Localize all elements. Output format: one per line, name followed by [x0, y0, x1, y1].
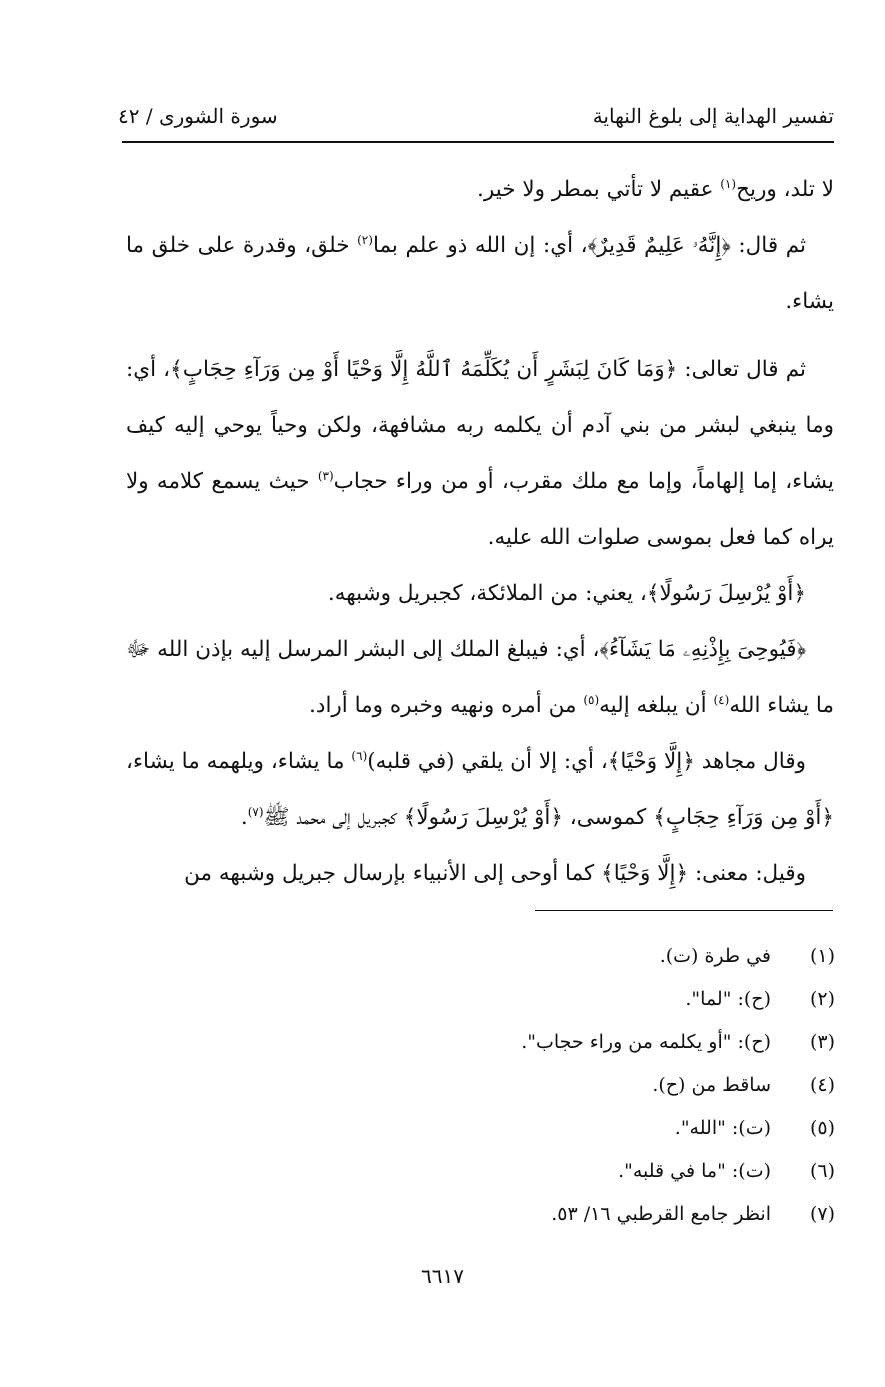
quran-quote: ﴿أَوْ يُرْسِلَ رَسُولًا﴾: [646, 581, 806, 606]
header-divider: [122, 141, 834, 143]
body-text: [126, 162, 834, 902]
text-run: وقال مجاهد: [694, 749, 806, 774]
page-number: ٦٦١٧: [421, 1264, 464, 1288]
footnote: [155, 935, 835, 978]
footnote: [155, 1193, 835, 1236]
text-run: ، أي: إن الله ذو علم بما: [372, 233, 588, 258]
footnote: [155, 978, 835, 1021]
footnote-reference: (٢): [357, 232, 373, 247]
surah-reference: سورة الشورى / ٤٢: [118, 104, 278, 128]
paragraph: [126, 734, 834, 846]
footnote-text: انظر جامع القرطبي ١٦/ ٥٣.: [551, 1203, 771, 1225]
text-run: ما يشاء، ويلهمه ما يشاء،: [126, 749, 352, 774]
paragraph: [126, 566, 834, 622]
text-run: كما أوحى إلى الأنبياء بإرسال جبريل وشبهه من: [184, 861, 602, 886]
text-run: كموسى،: [562, 805, 654, 830]
paragraph: [126, 162, 834, 218]
quran-quote: ﴿إِلَّا وَحْيًا﴾: [607, 749, 695, 774]
footnotes: [155, 935, 835, 1236]
footnote-text: (ت): "الله".: [674, 1117, 771, 1139]
paragraph: [126, 342, 834, 566]
footnote-reference: (٤): [713, 692, 730, 707]
book-title: تفسير الهداية إلى بلوغ النهاية: [592, 104, 834, 128]
quran-quote: ﴿أَوْ يُرْسِلَ رَسُولًا﴾: [403, 805, 563, 830]
footnote: [155, 1064, 835, 1107]
footnote-number: (٢): [809, 988, 835, 1010]
text-run: .: [240, 805, 248, 830]
text-run: كجبريل إلى محمد ﷺ: [263, 805, 404, 830]
text-run: وقيل: معنى:: [688, 861, 806, 886]
footnote-number: (٤): [809, 1074, 835, 1096]
footnote: [155, 1021, 835, 1064]
text-run: حيث يسمع كلامه ولا يراه كما فعل بموسى صلوات الله عليه.: [126, 469, 834, 550]
footnote-text: (ت): "ما في قلبه".: [618, 1160, 771, 1182]
text-run: لا تلد، وريح: [736, 177, 834, 202]
footnote: [155, 1150, 835, 1193]
quran-quote: ﴿فَيُوحِىَ بِإِذْنِهِۦ مَا يَشَآءُ﴾: [599, 637, 806, 662]
quran-quote: ﴿إِلَّا وَحْيًا﴾: [601, 861, 689, 886]
footnote: [155, 1107, 835, 1150]
paragraph: [126, 218, 834, 330]
running-header: [118, 96, 834, 136]
text-run: من أمره ونهيه وخبره وما أراد.: [309, 693, 584, 718]
footnote-number: (٧): [809, 1203, 835, 1225]
footnote-number: (٦): [809, 1160, 835, 1182]
footnote-number: (٥): [809, 1117, 835, 1139]
text-run: ثم قال:: [730, 233, 806, 258]
quran-quote: ﴿وَمَا كَانَ لِبَشَرٍ أَن يُكَلِّمَهُ ٱللَّهُ إِلَّا وَحْيًا أَوْ مِن وَرَآءِ حِجَابٍ﴾: [170, 357, 678, 382]
footnote-number: (٣): [809, 1031, 835, 1053]
footnote-text: (ح): "لما".: [685, 988, 771, 1010]
text-run: عقيم لا تأتي بمطر ولا خير.: [477, 177, 721, 202]
text-run: أن يبلغه إليه: [599, 693, 714, 718]
footnote-reference: (٥): [583, 692, 600, 707]
footnote-reference: (٣): [317, 468, 334, 483]
footnote-text: (ح): "أو يكلمه من وراء حجاب".: [521, 1031, 771, 1053]
text-run: خلق، وقدرة على خلق ما يشاء.: [126, 233, 834, 314]
quran-quote: ﴿أَوْ مِن وَرَآءِ حِجَابٍ﴾: [653, 805, 834, 830]
text-run: ، يعني: من الملائكة، كجبريل وشبهه.: [327, 581, 647, 606]
footnote-reference: (١): [720, 176, 737, 191]
text-run: ثم قال تعالى:: [677, 357, 806, 382]
text-run: ، أي: فيبلغ الملك إلى البشر المرسل إليه بإذن الله ﷻ ما يشاء الله: [126, 637, 834, 718]
footnote-text: في طرة (ت).: [659, 945, 771, 967]
footnote-divider: [535, 910, 833, 911]
quran-quote: ﴿إِنَّهُۥ عَلِيمٌ قَدِيرٌ﴾: [587, 233, 731, 258]
paragraph: [126, 622, 834, 734]
footnote-reference: (٧): [247, 804, 264, 819]
footnote-reference: (٦): [351, 748, 368, 763]
text-run: ، أي: إلا أن يلقي (في قلبه): [367, 749, 608, 774]
footnote-number: (١): [809, 945, 835, 967]
footnote-text: ساقط من (ح).: [652, 1074, 771, 1096]
paragraph: [126, 846, 834, 902]
text-run: ، أي: وما ينبغي لبشر من بني آدم أن يكلمه ربه مشافهة، ولكن وحياً يوحي إليه كيف يشاء، إما إلهاماً، وإما مع ملك مقرب، أو من وراء حجاب: [126, 357, 834, 494]
